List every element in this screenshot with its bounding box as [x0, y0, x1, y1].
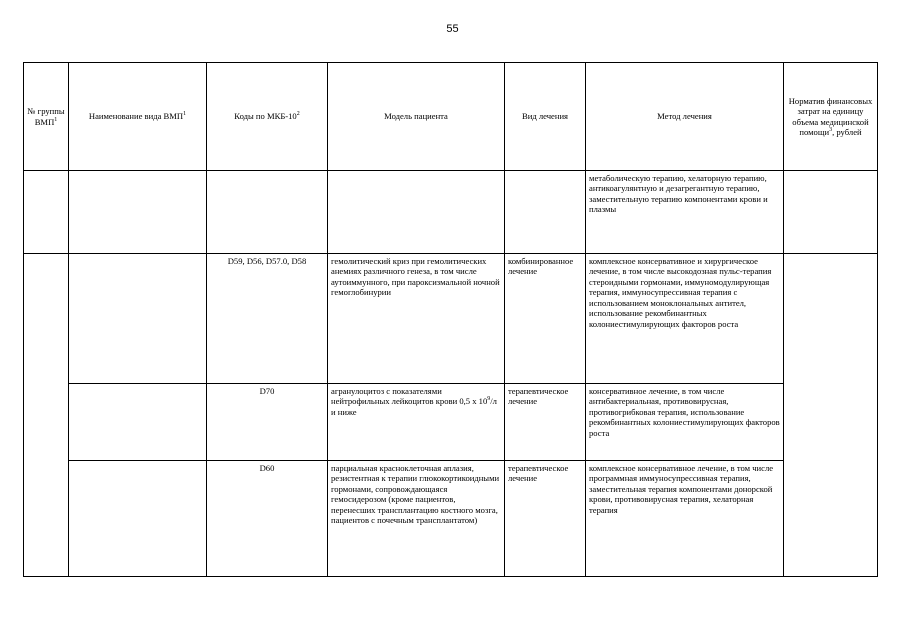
- cell-vmp-name: [69, 461, 207, 577]
- header-financial-norm: Норматив финансовых затрат на единицу объема медицинской помощи$^3$, рублей: [784, 63, 878, 171]
- cell-financial-norm: [784, 254, 878, 577]
- header-vmp-name: Наименование вида ВМП$^1$: [69, 63, 207, 171]
- cell-code: D59, D56, D57.0, D58: [207, 254, 328, 384]
- cell-code: [207, 171, 328, 254]
- header-treatment-type: Вид лечения: [505, 63, 586, 171]
- cell-financial-norm: [784, 171, 878, 254]
- cell-patient-model: агранулоцитоз с показателями нейтрофильных лейкоцитов крови 0,5 х $10^9/л$ и ниже: [328, 384, 505, 461]
- cell-vmp-name: [69, 171, 207, 254]
- cell-vmp-name: [69, 384, 207, 461]
- header-treatment-method: Метод лечения: [586, 63, 784, 171]
- cell-treatment-type: комбинированное лечение: [505, 254, 586, 384]
- cell-patient-model: [328, 171, 505, 254]
- table-row: [24, 461, 878, 577]
- cell-vmp-name: [69, 254, 207, 384]
- cell-code: D70: [207, 384, 328, 461]
- header-mkb-codes: Коды по МКБ-$10^2$: [207, 63, 328, 171]
- table-row: [24, 384, 878, 461]
- header-group-no: № группы ВМП$^1$: [24, 63, 69, 171]
- cell-method: комплексное консервативное и хирургическое лечение, в том числе высокодозная пульс-терапия стероидными гормонами, иммуномодулирующая терапия, иммуносупрессивная терапия с использованием моноклональных антител, использование рекомбинантных колониестимулирующих факторов роста: [586, 254, 784, 384]
- cell-group-no: [24, 254, 69, 577]
- cell-method: консервативное лечение, в том числе антибактериальная, противовирусная, противогрибковая терапия, использование рекомбинантных колониестимулирующих факторов роста: [586, 384, 784, 461]
- cell-patient-model: парциальная красноклеточная аплазия, резистентная к терапии глюкокортикоидными гормонами, сопровождающаяся гемосидерозом (кроме пациентов, перенесших трансплантацию костного мозга, пациентов с почечным трансплантатом): [328, 461, 505, 577]
- header-patient-model: Модель пациента: [328, 63, 505, 171]
- table-row: [24, 254, 878, 384]
- cell-group-no: [24, 171, 69, 254]
- cell-method: комплексное консервативное лечение, в том числе программная иммуносупрессивная терапия, заместительная терапия компонентами донорской крови, противовирусная терапия, хелаторная терапия: [586, 461, 784, 577]
- table-header-row: [24, 63, 878, 171]
- cell-treatment-type: терапевтическое лечение: [505, 461, 586, 577]
- table-row: [24, 171, 878, 254]
- cell-method: метаболическую терапию, хелаторную терапию, антикоагулянтную и дезагрегантную терапию, заместительную терапию компонентами крови и плазмы: [586, 171, 784, 254]
- cell-treatment-type: [505, 171, 586, 254]
- page-number: 55: [446, 23, 459, 35]
- cell-patient-model: гемолитический криз при гемолитических анемиях различного генеза, в том числе аутоиммунного, при пароксизмальной ночной гемоглобинурии: [328, 254, 505, 384]
- vmp-table: [23, 62, 878, 577]
- cell-treatment-type: терапевтическое лечение: [505, 384, 586, 461]
- cell-code: D60: [207, 461, 328, 577]
